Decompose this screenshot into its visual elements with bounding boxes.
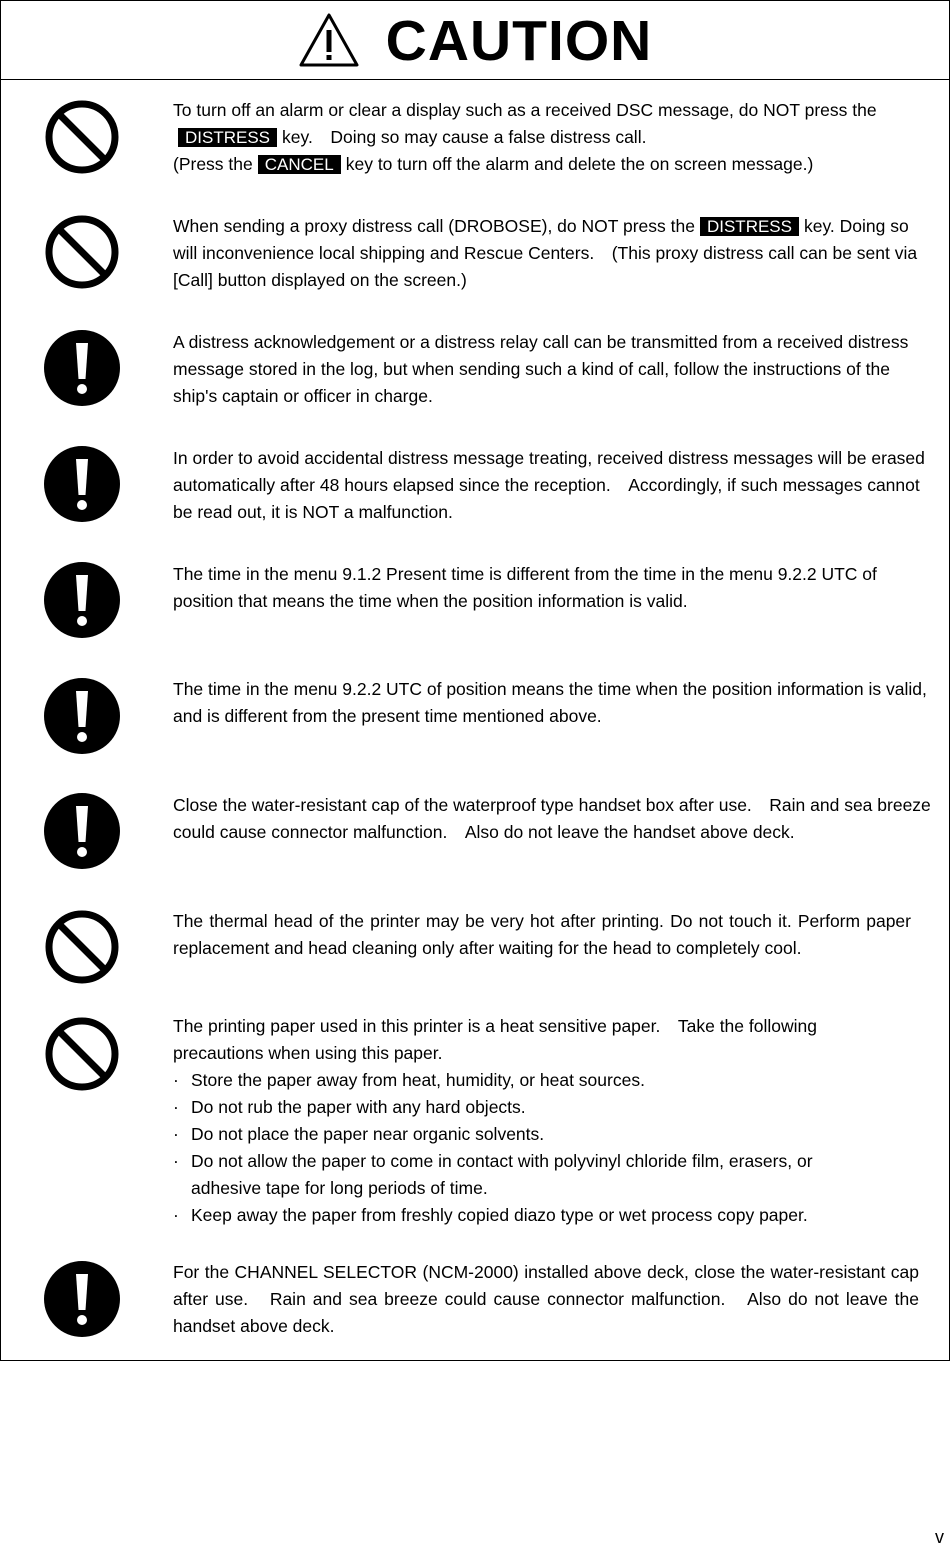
list-item: · Store the paper away from heat, humidity, or heat sources. [173, 1067, 873, 1094]
caution-header [1, 1, 949, 80]
prohibition-icon [44, 909, 120, 985]
item-text: (Press the [173, 154, 253, 174]
list-item: · Do not place the paper near organic solvents. [173, 1121, 873, 1148]
item-text: For the CHANNEL SELECTOR (NCM-2000) installed above deck, close the water-resistant cap after use. Rain and sea breeze could cause connector malfunction. Also do not leave the handset above deck. [173, 1262, 919, 1336]
caution-item-1 [173, 97, 933, 178]
list-item: · Keep away the paper from freshly copied diazo type or wet process copy paper. [173, 1202, 873, 1229]
item-text: key to turn off the alarm and delete the on screen message.) [345, 154, 814, 174]
cancel-key-label: CANCEL [258, 155, 341, 174]
caution-title: CAUTION [385, 8, 653, 73]
caution-item-8 [173, 908, 911, 962]
caution-item-6 [173, 676, 933, 730]
mandatory-exclamation-icon [44, 446, 120, 522]
item-text: key. Doing so may cause a false distress call. [282, 127, 647, 147]
item-text: A distress acknowledgement or a distress relay call can be transmitted from a received distress message stored in the log, but when sending such a kind of call, follow the instructions of the ship's captain or officer in charge. [173, 332, 909, 406]
distress-key-label: DISTRESS [178, 128, 277, 147]
prohibition-icon [44, 99, 120, 175]
distress-key-label: DISTRESS [700, 217, 799, 236]
item-text: The time in the menu 9.2.2 UTC of position means the time when the position information is valid, and is different from the present time mentioned above. [173, 679, 927, 726]
caution-item-7 [173, 792, 933, 846]
item-text: key. Doing so will inconvenience local shipping and Rescue Centers. (This proxy distress call can be sent via [Call] button displayed on the screen.) [173, 216, 918, 290]
list-item: · Do not rub the paper with any hard objects. [173, 1094, 873, 1121]
item-text: The thermal head of the printer may be very hot after printing. Do not touch it. Perform paper replacement and head cleaning only after waiting for the head to completely cool. [173, 911, 911, 958]
precaution-list [173, 1067, 873, 1229]
item-text: To turn off an alarm or clear a display such as a received DSC message, do NOT press the [173, 100, 877, 120]
prohibition-icon [44, 1016, 120, 1092]
caution-item-10 [173, 1259, 919, 1340]
mandatory-exclamation-icon [44, 562, 120, 638]
prohibition-icon [44, 214, 120, 290]
warning-triangle-icon [298, 12, 360, 68]
mandatory-exclamation-icon [44, 678, 120, 754]
item-text: Close the water-resistant cap of the waterproof type handset box after use. Rain and sea breeze could cause connector malfunction. Also do not leave the handset above deck. [173, 795, 931, 842]
item-text: When sending a proxy distress call (DROBOSE), do NOT press the [173, 216, 695, 236]
caution-item-9 [173, 1013, 873, 1229]
item-text: The printing paper used in this printer is a heat sensitive paper. Take the following precautions when using this paper. [173, 1016, 817, 1063]
mandatory-exclamation-icon [44, 330, 120, 406]
caution-item-3 [173, 329, 933, 410]
caution-item-2 [173, 213, 933, 294]
page-number: v [935, 1527, 944, 1547]
item-text: In order to avoid accidental distress message treating, received distress messages will be erased automatically after 48 hours elapsed since the reception. Accordingly, if such messages cannot be read out, it is NOT a malfunction. [173, 448, 925, 522]
caution-item-4 [173, 445, 933, 526]
mandatory-exclamation-icon [44, 793, 120, 869]
list-item: · Do not allow the paper to come in contact with polyvinyl chloride film, erasers, or adhesive tape for long periods of time. [173, 1148, 873, 1202]
item-text: The time in the menu 9.1.2 Present time is different from the time in the menu 9.2.2 UTC of position that means the time when the position information is valid. [173, 564, 877, 611]
caution-item-5 [173, 561, 933, 615]
mandatory-exclamation-icon [44, 1261, 120, 1337]
